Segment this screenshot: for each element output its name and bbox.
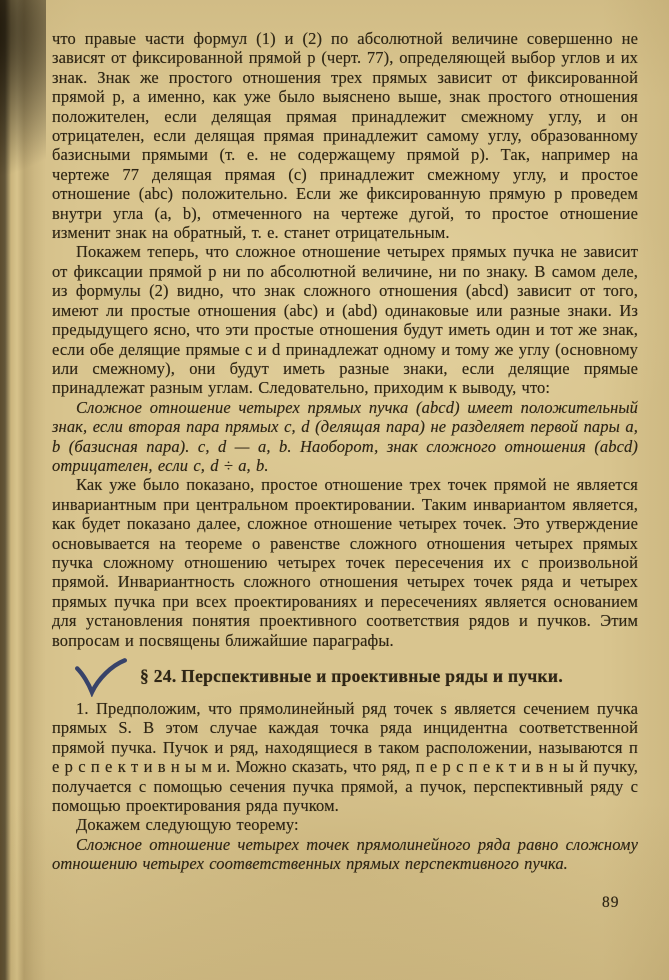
paragraph-cross-ratio-independence: Покажем теперь, что сложное отношение четырех прямых пучка не зависит от фиксации прямой p ни по абсолютной величине, ни по знаку. В самом деле, из формулы (2) видно, что знак сложного отношения (abcd) зависит от того, имеют ли простые отношения (abc) и (abd) одинаковые или разные знаки. Из предыдущего ясно, что эти простые отношения будут иметь один и тот же знак, если обе делящие прямые c и d принадлежат одному и тому же углу (основному или смежному), они будут иметь разные знаки, если делящие прямые принадлежат разным углам. Следовательно, приходим к выводу, что: [52,242,638,398]
handwritten-checkmark-icon [72,657,130,697]
paragraph-perspective-definition: 1. Предположим, что прямолинейный ряд точек s является сечением пучка прямых S. В этом случае каждая точка ряда инцидентна соответственной прямой пучка. Пучок и ряд, находящиеся в таком расположении, называются п е р с п е к т и в н ы м и. Можно сказать, что ряд, п е р с п е к т и в н ы й пучку, получается с помощью сечения пучка прямой, а пучок, перспективный ряду с помощью проектирования ряда пучком. [52,699,638,816]
section-heading: § 24. Перспективные и проективные ряды и пучки. [140,666,563,686]
page-number: 89 [602,894,620,911]
paragraph-invariance: Как уже было показано, простое отношение трех точек прямой не является инвариантным при центральном проектировании. Таким инвариантом является, как будет показано далее, сложное отношение четырех точек. Это утверждение основывается на теореме о равенстве сложного отношения четырех прямых пучка сложному отношению четырех точек пересечения их с произвольной прямой. Инвариантность сложного отношения четырех точек ряда и четырех прямых пучка при всех проектированиях и пересечениях является основанием для установления понятия проективного соответствия рядов и пучков. Этим вопросам и посвящены ближайшие параграфы. [52,475,638,650]
paragraph-prove-theorem: Докажем следующую теорему: [76,815,299,835]
theorem-cross-ratio: Сложное отношение четырех точек прямолинейного ряда равно сложному отношению четырех соответственных прямых перспективного пучка. [52,834,638,874]
theorem-sign-rule: Сложное отношение четырех прямых пучка (abcd) имеет положительный знак, если вторая пара прямых c, d (делящая пара) не разделяет первой пары a, b (базисная пара). c, d — a, b. Наоборот, знак сложного отношения (abcd) отрицателен, если c, d ÷ a, b. [52,397,638,475]
section-heading-row [52,665,638,687]
paragraph-formulas-sign: что правые части формул (1) и (2) по абсолютной величине совершенно не зависят от фиксированной прямой p (черт. 77), определяющей выбор углов и их знак. Знак же простого отношения трех прямых зависит от фиксированной прямой p, а именно, как уже было выяснено выше, знак простого отношения положителен, если делящая прямая принадлежит смежному углу, и он отрицателен, если делящая прямая принадлежит самому углу, образованному базисными прямыми (т. е. не содержащему прямой p). Так, например на чертеже 77 делящая прямая (c) принадлежит смежному углу, и простое отношение (abc) положительно. Если же фиксированную прямую p проведем внутри угла (a, b), отмеченного на чертеже дугой, то простое отношение изменит знак на обратный, т. е. станет отрицательным. [52,29,638,243]
